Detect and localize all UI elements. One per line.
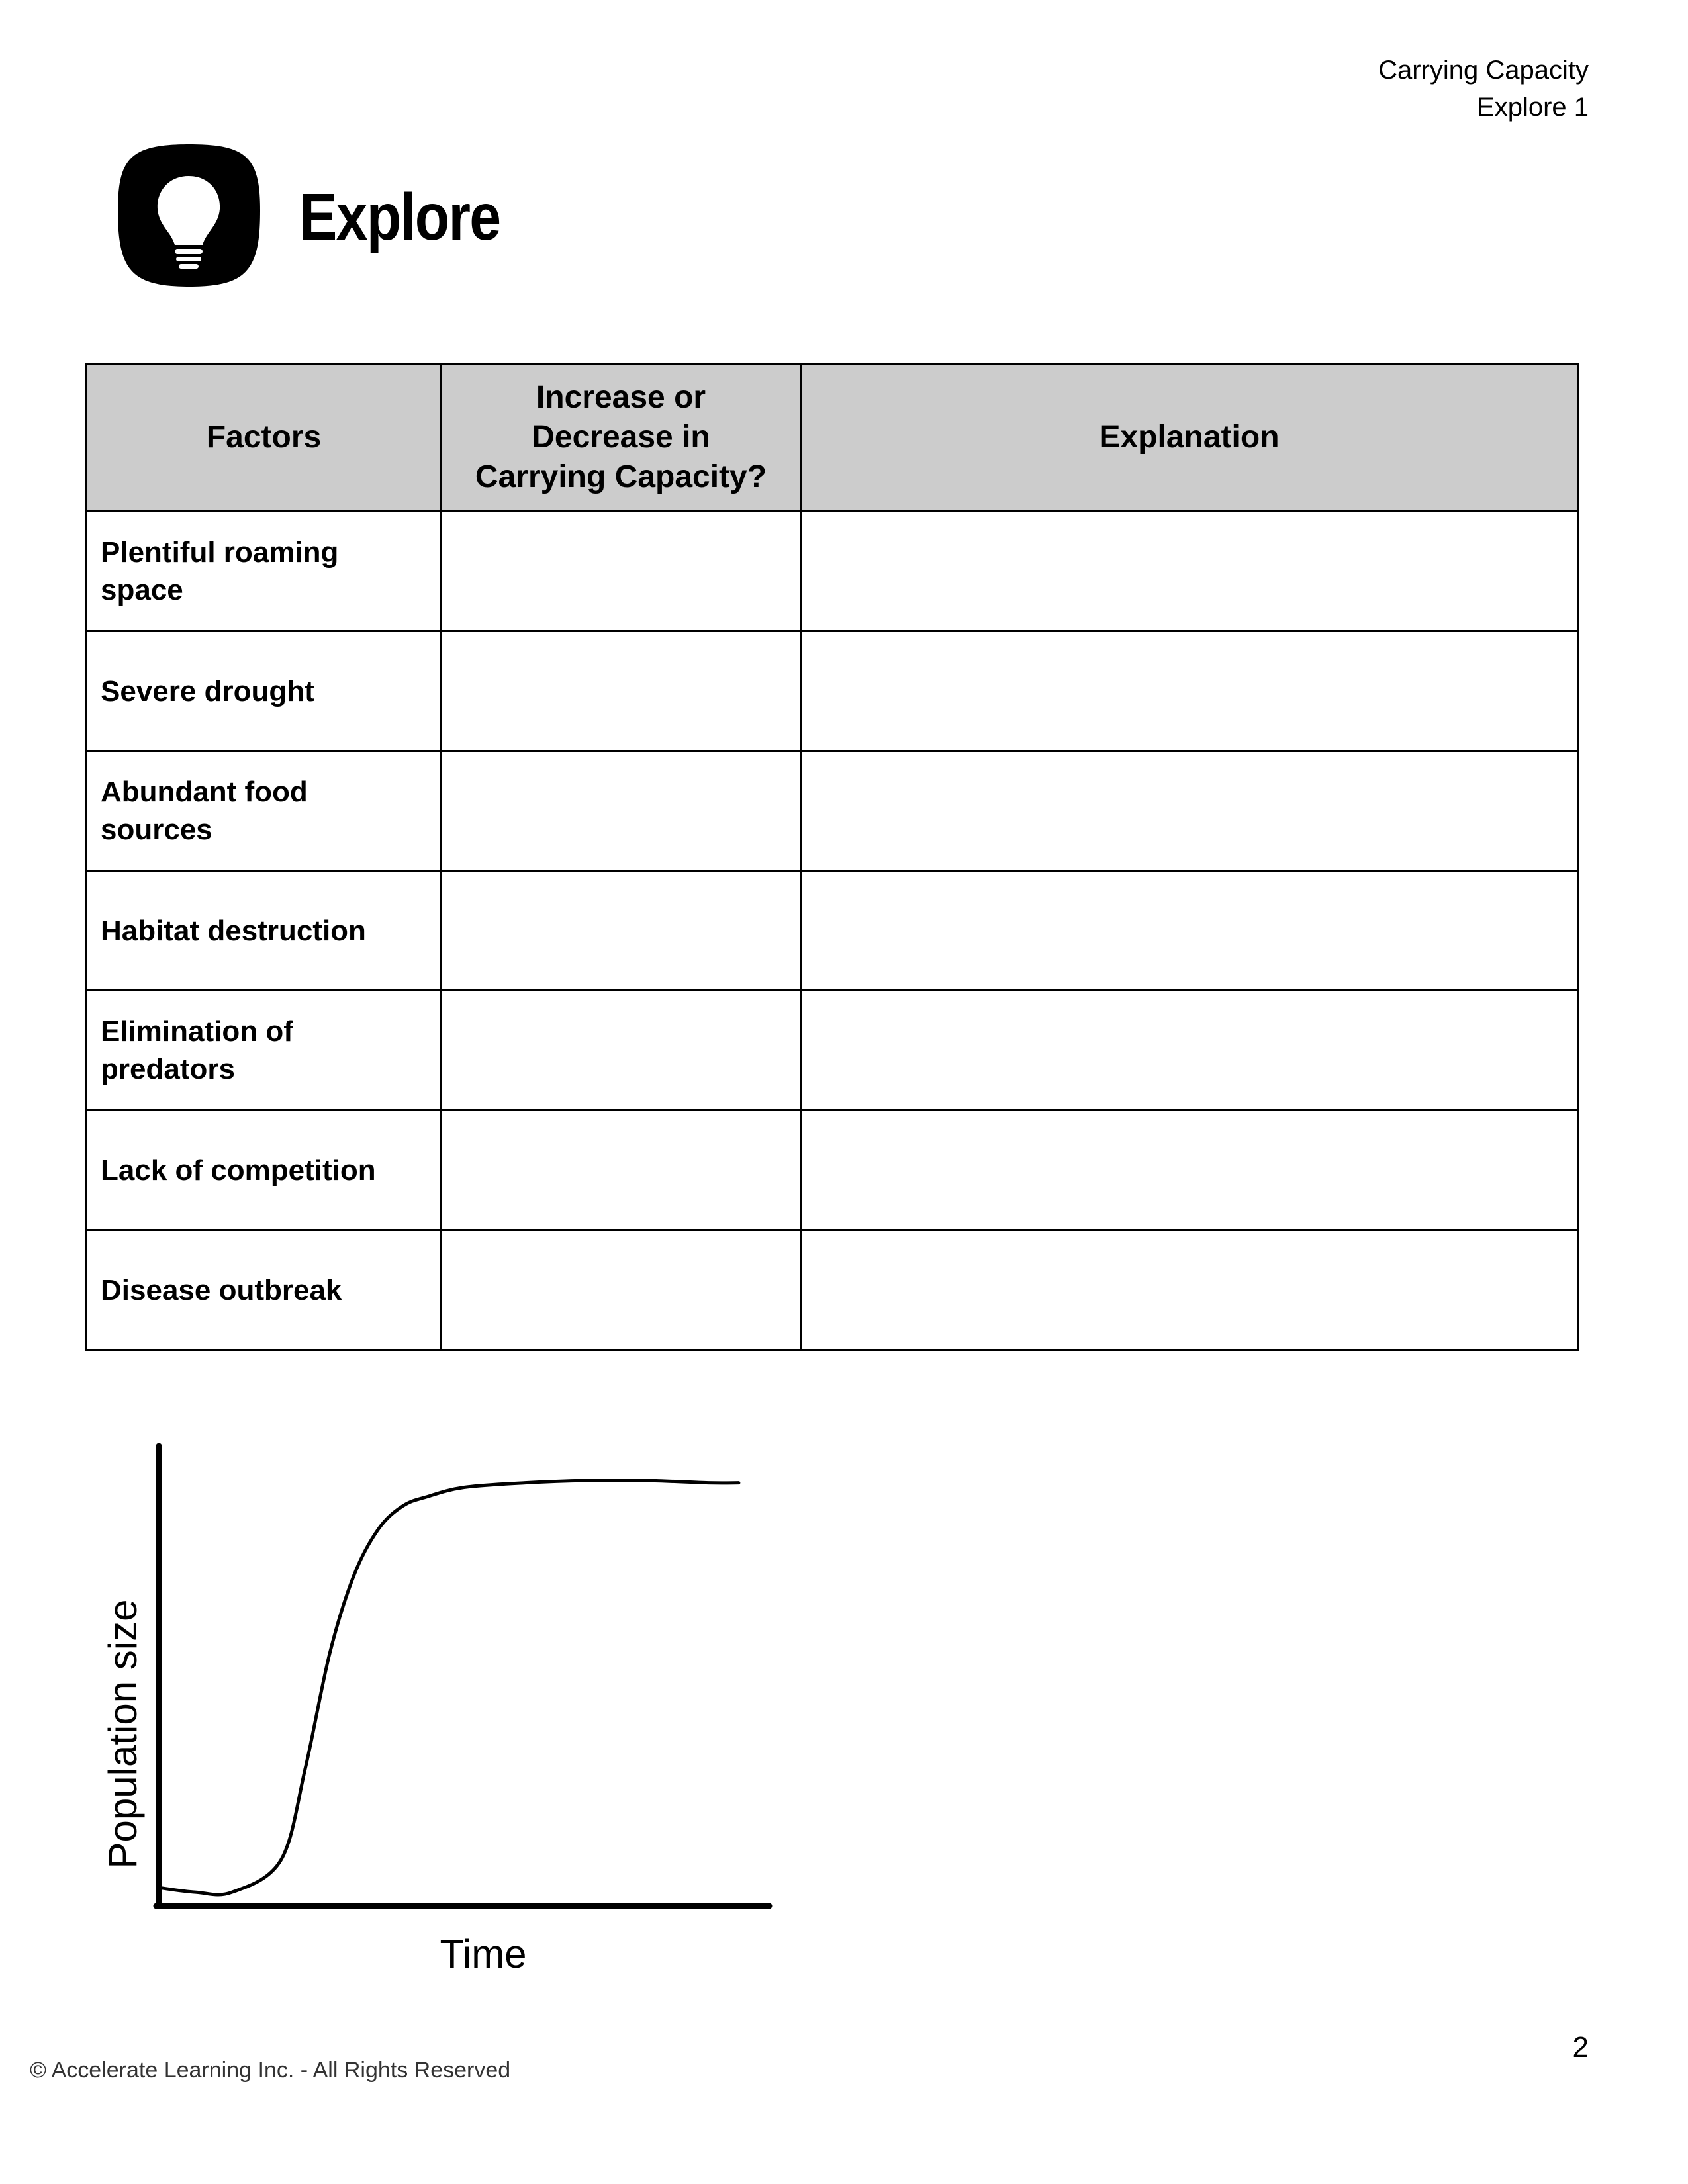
table-row (87, 512, 1578, 631)
table-row (87, 1230, 1578, 1350)
copyright-text: © Accelerate Learning Inc. - All Rights Reserved (30, 2058, 511, 2083)
document-subtitle: Explore 1 (1477, 93, 1589, 122)
change-answer-cell[interactable] (442, 991, 801, 1111)
change-answer-cell[interactable] (442, 631, 801, 751)
change-answer-cell[interactable] (442, 871, 801, 991)
explanation-answer-cell[interactable] (801, 1230, 1578, 1350)
explanation-answer-cell[interactable] (801, 512, 1578, 631)
factor-cell: Abundant food sources (87, 751, 442, 871)
page-number: 2 (1572, 2031, 1589, 2064)
column-header-explanation: Explanation (801, 364, 1578, 512)
x-axis-label: Time (440, 1932, 527, 1976)
explanation-answer-cell[interactable] (801, 871, 1578, 991)
explanation-answer-cell[interactable] (801, 751, 1578, 871)
table-row (87, 991, 1578, 1111)
explanation-answer-cell[interactable] (801, 991, 1578, 1111)
table-row (87, 871, 1578, 991)
factor-cell: Elimination of predators (87, 991, 442, 1111)
explanation-answer-cell[interactable] (801, 1111, 1578, 1230)
population-curve (159, 1480, 739, 1895)
change-answer-cell[interactable] (442, 1111, 801, 1230)
document-header (1378, 52, 1589, 126)
column-header-change: Increase or Decrease in Carrying Capacity? (442, 364, 801, 512)
table-row (87, 1111, 1578, 1230)
factor-cell: Severe drought (87, 631, 442, 751)
change-answer-cell[interactable] (442, 1230, 801, 1350)
table-header-row (87, 364, 1578, 512)
factor-cell: Habitat destruction (87, 871, 442, 991)
explanation-answer-cell[interactable] (801, 631, 1578, 751)
table-row (87, 631, 1578, 751)
factor-cell: Disease outbreak (87, 1230, 442, 1350)
factor-cell: Lack of competition (87, 1111, 442, 1230)
population-graph (93, 1439, 788, 1969)
factor-cell: Plentiful roaming space (87, 512, 442, 631)
column-header-factors: Factors (87, 364, 442, 512)
section-title: Explore (299, 180, 500, 254)
y-axis-label: Population size (101, 1599, 145, 1869)
change-answer-cell[interactable] (442, 751, 801, 871)
document-title: Carrying Capacity (1378, 56, 1589, 85)
lightbulb-icon (118, 144, 260, 287)
carrying-capacity-table (85, 363, 1579, 1351)
table-row (87, 751, 1578, 871)
change-answer-cell[interactable] (442, 512, 801, 631)
